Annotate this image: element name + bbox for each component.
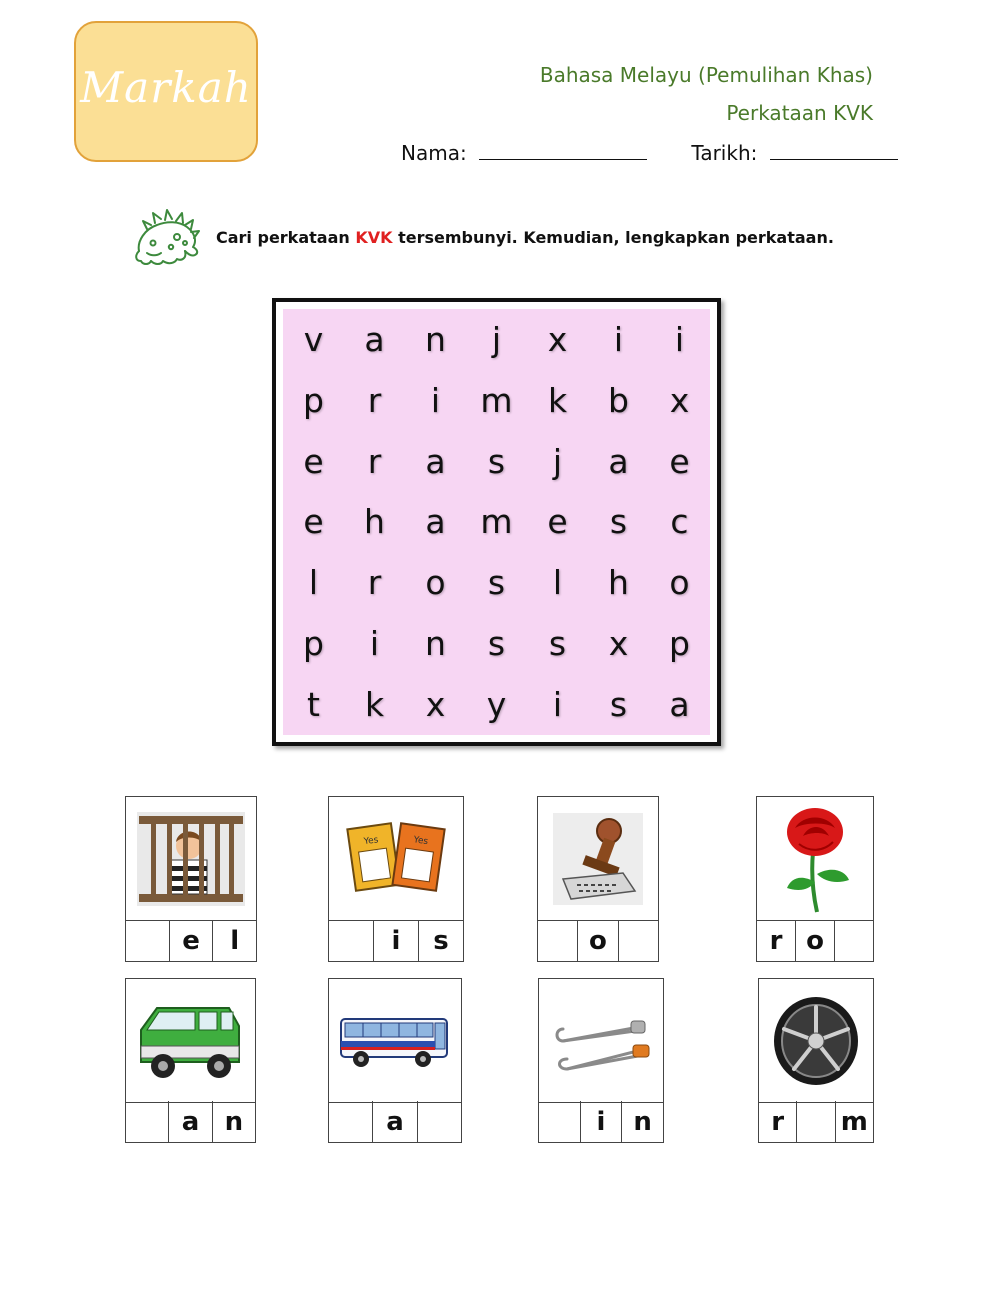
grid-letter[interactable]: s [487, 441, 506, 481]
score-box [74, 21, 258, 162]
letter-box[interactable]: i [581, 1101, 623, 1142]
topic-title: Perkataan KVK [726, 101, 873, 125]
grid-letter[interactable]: l [308, 563, 319, 603]
grid-letter[interactable]: j [491, 319, 502, 359]
grid-letter[interactable]: s [609, 685, 628, 725]
letter-box[interactable] [835, 920, 873, 961]
name-label: Nama: [401, 141, 467, 165]
grid-letter[interactable]: i [369, 624, 380, 664]
grid-letter[interactable]: k [547, 380, 568, 420]
grid-letter[interactable]: t [307, 685, 320, 725]
car-rim-icon [768, 995, 864, 1087]
letter-box[interactable]: i [374, 920, 419, 961]
card-picture [757, 797, 873, 921]
card-picture [759, 979, 873, 1103]
grid-letter[interactable]: a [608, 441, 629, 481]
grid-letter[interactable]: h [364, 502, 385, 542]
word-card-van [125, 978, 256, 1143]
letter-slots [539, 1101, 663, 1142]
grid-letter[interactable]: m [480, 502, 513, 542]
grid-letter[interactable]: x [669, 380, 690, 420]
word-card-yes [328, 796, 464, 962]
kvk-highlight: KVK [355, 228, 393, 247]
grid-letter[interactable]: s [487, 624, 506, 664]
letter-box[interactable] [538, 920, 578, 961]
grid-letter[interactable]: r [367, 380, 382, 420]
grid-letter[interactable]: l [552, 563, 563, 603]
grid-letter[interactable]: i [613, 319, 624, 359]
letter-box[interactable] [329, 920, 374, 961]
grid-letter[interactable]: a [425, 441, 446, 481]
grid-letter[interactable]: h [608, 563, 629, 603]
grid-letter[interactable]: a [669, 685, 690, 725]
grid-letter[interactable]: p [303, 624, 324, 664]
grid-letter[interactable]: i [552, 685, 563, 725]
card-picture [126, 797, 256, 921]
bus-icon [337, 1013, 453, 1069]
letter-box[interactable]: o [578, 920, 618, 961]
letter-box[interactable]: e [170, 920, 214, 961]
letter-box[interactable] [797, 1101, 835, 1142]
grid-letter[interactable]: k [364, 685, 385, 725]
grid-letter[interactable]: c [670, 502, 689, 542]
grid-letter[interactable]: s [609, 502, 628, 542]
letter-box[interactable] [619, 920, 658, 961]
grid-letter[interactable]: j [552, 441, 563, 481]
card-picture [329, 797, 463, 921]
grid-letter[interactable]: p [303, 380, 324, 420]
dinosaur-icon [133, 207, 201, 269]
svg-text:Yes: Yes [363, 834, 380, 847]
grid-letter[interactable]: e [669, 441, 690, 481]
letter-box[interactable] [126, 1101, 169, 1142]
score-label: Markah [80, 63, 252, 112]
subject-title: Bahasa Melayu (Pemulihan Khas) [539, 63, 873, 87]
instruction-text: Cari perkataan KVK tersembunyi. Kemudian, lengkapkan perkataan. [216, 228, 834, 247]
letter-slots [126, 920, 256, 961]
word-card-stamp [537, 796, 659, 962]
grid-letter[interactable]: s [487, 563, 506, 603]
grid-letter[interactable]: s [548, 624, 567, 664]
letter-box[interactable]: s [433, 925, 449, 956]
grid-letter[interactable]: i [674, 319, 685, 359]
grid-letter[interactable]: e [303, 502, 324, 542]
letter-box[interactable]: m [840, 1106, 868, 1137]
word-card-rose [756, 796, 874, 962]
grid-letter[interactable]: v [303, 319, 324, 359]
letter-slots [126, 1101, 255, 1142]
word-card-bus [328, 978, 462, 1143]
card-picture [538, 797, 658, 921]
letter-box[interactable]: r [757, 920, 796, 961]
letter-slots [759, 1101, 873, 1142]
rose-icon [773, 804, 857, 914]
card-picture [126, 979, 255, 1103]
word-search-puzzle [272, 298, 721, 746]
card-picture [539, 979, 663, 1103]
letter-box[interactable]: n [633, 1106, 652, 1137]
word-card-jail [125, 796, 257, 962]
grid-letter[interactable]: b [608, 380, 629, 420]
letter-box[interactable] [418, 1101, 461, 1142]
letter-box[interactable]: o [796, 920, 835, 961]
student-fields [401, 139, 898, 165]
grid-letter[interactable]: a [425, 502, 446, 542]
grid-letter[interactable]: x [608, 624, 629, 664]
grid-letter[interactable]: o [669, 563, 690, 603]
safety-pin-icon [549, 1009, 653, 1073]
svg-text:Yes: Yes [412, 834, 429, 847]
grid-letter[interactable]: e [303, 441, 324, 481]
letter-box[interactable]: l [230, 925, 240, 956]
grid-letter[interactable]: r [367, 563, 382, 603]
name-field[interactable] [479, 139, 647, 160]
yes-cards-icon [346, 816, 446, 902]
letter-box[interactable]: n [224, 1106, 244, 1137]
letter-slots [538, 920, 658, 961]
grid-letter[interactable]: p [669, 624, 690, 664]
letter-box[interactable] [126, 920, 170, 961]
card-picture [329, 979, 461, 1103]
grid-letter[interactable]: x [425, 685, 446, 725]
grid-letter[interactable]: i [430, 380, 441, 420]
letter-box[interactable]: a [373, 1101, 417, 1142]
grid-letter[interactable]: n [425, 319, 446, 359]
letter-box[interactable]: r [759, 1101, 797, 1142]
letter-slots [757, 920, 873, 961]
letter-slots [329, 1101, 461, 1142]
van-icon [135, 996, 247, 1086]
stamp-icon [553, 813, 643, 905]
word-search-grid [283, 309, 710, 735]
grid-letter[interactable]: n [425, 624, 446, 664]
date-field[interactable] [770, 139, 898, 160]
grid-letter[interactable]: m [480, 380, 513, 420]
prisoner-icon [137, 812, 245, 906]
grid-letter[interactable]: o [425, 563, 446, 603]
grid-letter[interactable]: x [547, 319, 568, 359]
letter-box[interactable] [329, 1101, 373, 1142]
word-card-rim [758, 978, 874, 1143]
date-label: Tarikh: [691, 141, 758, 165]
grid-letter[interactable]: e [547, 502, 568, 542]
grid-letter[interactable]: a [364, 319, 385, 359]
grid-letter[interactable]: r [367, 441, 382, 481]
letter-box[interactable]: a [169, 1101, 212, 1142]
grid-letter[interactable]: y [486, 685, 507, 725]
word-card-pin [538, 978, 664, 1143]
letter-box[interactable] [539, 1101, 581, 1142]
letter-slots [329, 920, 463, 961]
